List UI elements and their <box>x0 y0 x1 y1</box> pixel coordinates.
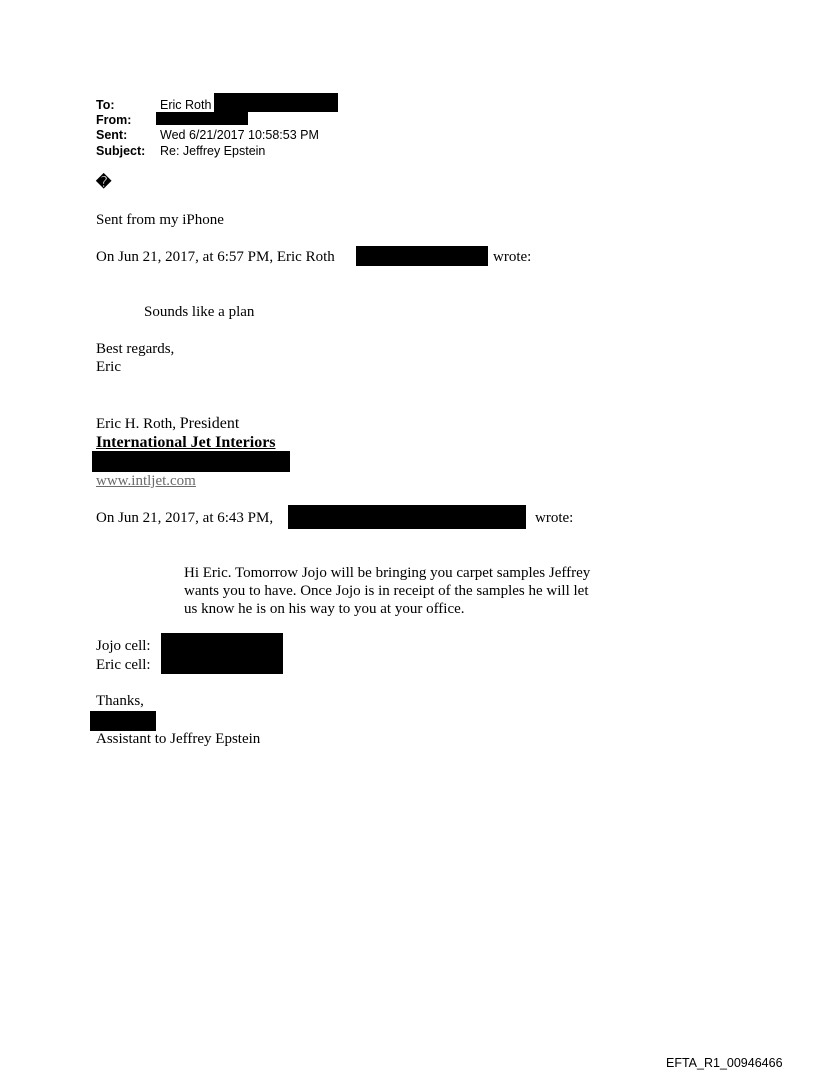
redaction-signature-address <box>92 451 290 472</box>
replacement-char: � <box>96 175 112 191</box>
quote2-prefix: On Jun 21, 2017, at 6:43 PM, <box>96 510 274 526</box>
quote2-suffix: wrote: <box>535 510 574 526</box>
sent-value: Wed 6/21/2017 10:58:53 PM <box>160 128 319 142</box>
document-id: EFTA_R1_00946466 <box>666 1056 783 1070</box>
sent-from-line: Sent from my iPhone <box>96 212 224 228</box>
message-line: wants you to have. Once Jojo is in receipt of the samples he will let <box>184 583 589 599</box>
message-line: Hi Eric. Tomorrow Jojo will be bringing you carpet samples Jeffrey <box>184 565 591 581</box>
from-label: From: <box>96 113 132 127</box>
signature-website-link[interactable]: www.intljet.com <box>96 473 196 489</box>
sounds-like-plan: Sounds like a plan <box>144 304 255 320</box>
to-label: To: <box>96 98 115 112</box>
sent-label: Sent: <box>96 128 128 142</box>
signature-title: President <box>179 415 240 432</box>
sign-off-name: Eric <box>96 359 121 375</box>
signature-company: International Jet Interiors <box>96 434 276 451</box>
thanks-line: Thanks, <box>96 693 144 709</box>
redaction-to-email <box>214 93 338 112</box>
redaction-assistant-name <box>90 711 156 731</box>
quoted-message <box>184 564 590 618</box>
message-line: us know he is on his way to you at your office. <box>184 601 465 617</box>
best-regards: Best regards, <box>96 341 175 357</box>
to-value: Eric Roth <box>160 98 212 112</box>
redaction-quote2-sender <box>288 505 526 529</box>
eric-cell-label: Eric cell: <box>96 657 151 673</box>
signature-name: Eric H. Roth, <box>96 416 176 432</box>
quote1-prefix: On Jun 21, 2017, at 6:57 PM, Eric Roth <box>96 249 335 265</box>
redaction-quote1-email <box>356 246 488 266</box>
jojo-cell-label: Jojo cell: <box>96 638 151 654</box>
redaction-phone-numbers <box>161 633 283 674</box>
assistant-title: Assistant to Jeffrey Epstein <box>96 731 261 747</box>
quote1-suffix: wrote: <box>493 249 532 265</box>
subject-label: Subject: <box>96 144 146 158</box>
redaction-from <box>156 112 248 125</box>
signature-name-line <box>96 415 239 433</box>
subject-value: Re: Jeffrey Epstein <box>160 144 266 158</box>
